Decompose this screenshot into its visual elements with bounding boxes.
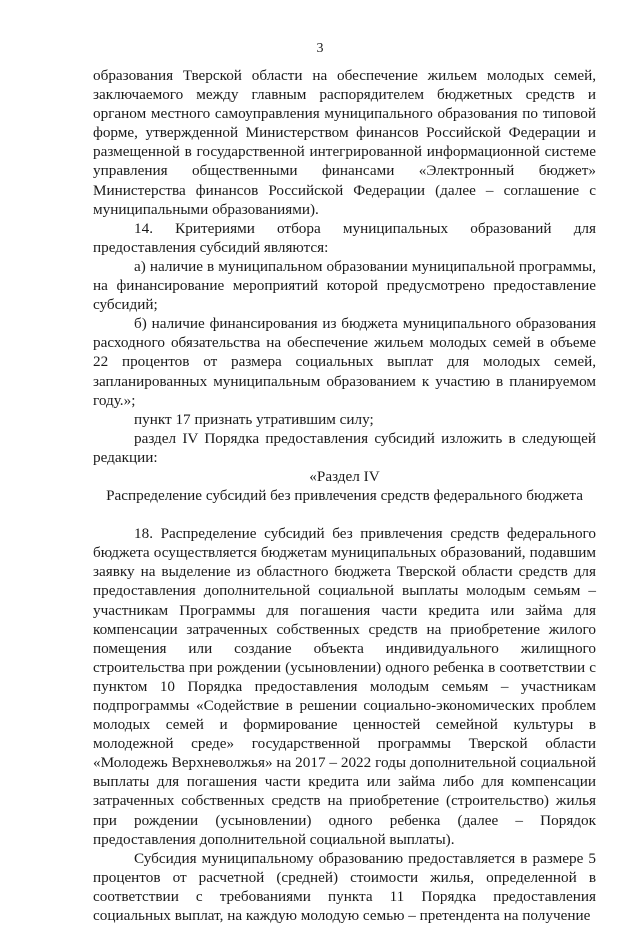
section-subtitle: Распределение субсидий без привлечения средств федерального бюджета bbox=[106, 487, 583, 505]
page-number: 3 bbox=[316, 41, 324, 56]
paragraph-subsidy-amount: Субсидия муниципальному образованию предоставляется в размере 5 процентов от расчетной (средней) стоимости жилья, определенной в соответствии с требованиями пункта 11 Порядка предоставления социальных выплат, на каждую молодую семью – претендента на получение bbox=[93, 849, 596, 925]
paragraph-criterion-a: а) наличие в муниципальном образовании муниципальной программы, на финансирование мероприятий которой предусмотрено предоставление субсидий; bbox=[93, 257, 596, 314]
paragraph-18-distribution: 18. Распределение субсидий без привлечения средств федерального бюджета осуществляется бюджетам муниципальных образований, подавшим заявку на выделение из областного бюджета Тверской области средств для предоставления дополнительной социальной выплаты молодым семьям – участникам Программы для погашения части кредита или займа для компенсации затраченных собственных средств на приобретение жилого помещения или создание объекта индивидуального жилищного строительства при рождении (усыновлении) одного ребенка в соответствии с пунктом 10 Порядка предоставления молодым семьям – участникам подпрограммы «Содействие в решении социально-экономических проблем молодых семей и формирование ценностей семейной культуры в молодежной среде» государственной программы Тверской области «Молодежь Верхневолжья» на 2017 – 2022 годы дополнительной социальной выплаты для погашения части кредита или займа либо для компенсации затраченных собственных средств на приобретение (строительство) жилья при рождении (усыновлении) одного ребенка (далее – Порядок предоставления дополнительной социальной выплаты). bbox=[93, 525, 596, 848]
paragraph-criterion-b: б) наличие финансирования из бюджета муниципального образования расходного обязательства на обеспечение жильем молодых семей в объеме 22 процентов от размера социальных выплат для молодых семей, запланированных муниципальным образованием к участию в планируемом году.»; bbox=[93, 315, 596, 409]
paragraph-point-17: пункт 17 признать утратившим силу; bbox=[134, 410, 374, 428]
paragraph-section-iv-intro: раздел IV Порядка предоставления субсидий изложить в следующей редакции: bbox=[93, 429, 596, 466]
section-title: «Раздел IV bbox=[309, 467, 380, 485]
paragraph-14-criteria: 14. Критериями отбора муниципальных образований для предоставления субсидий являются: bbox=[93, 219, 596, 256]
spacer bbox=[93, 505, 596, 524]
paragraph-agreement: образования Тверской области на обеспечение жильем молодых семей, заключаемого между главным распорядителем бюджетных средств и органом местного самоуправления муниципального образования по типовой форме, утвержденной Министерством финансов Российской Федерации и размещенной в государственной интегрированной информационной системе управления общественными финансами «Электронный бюджет» Министерства финансов Российской Федерации (далее – соглашение с муниципальными образованиями). bbox=[93, 67, 596, 218]
document-body bbox=[93, 66, 596, 925]
